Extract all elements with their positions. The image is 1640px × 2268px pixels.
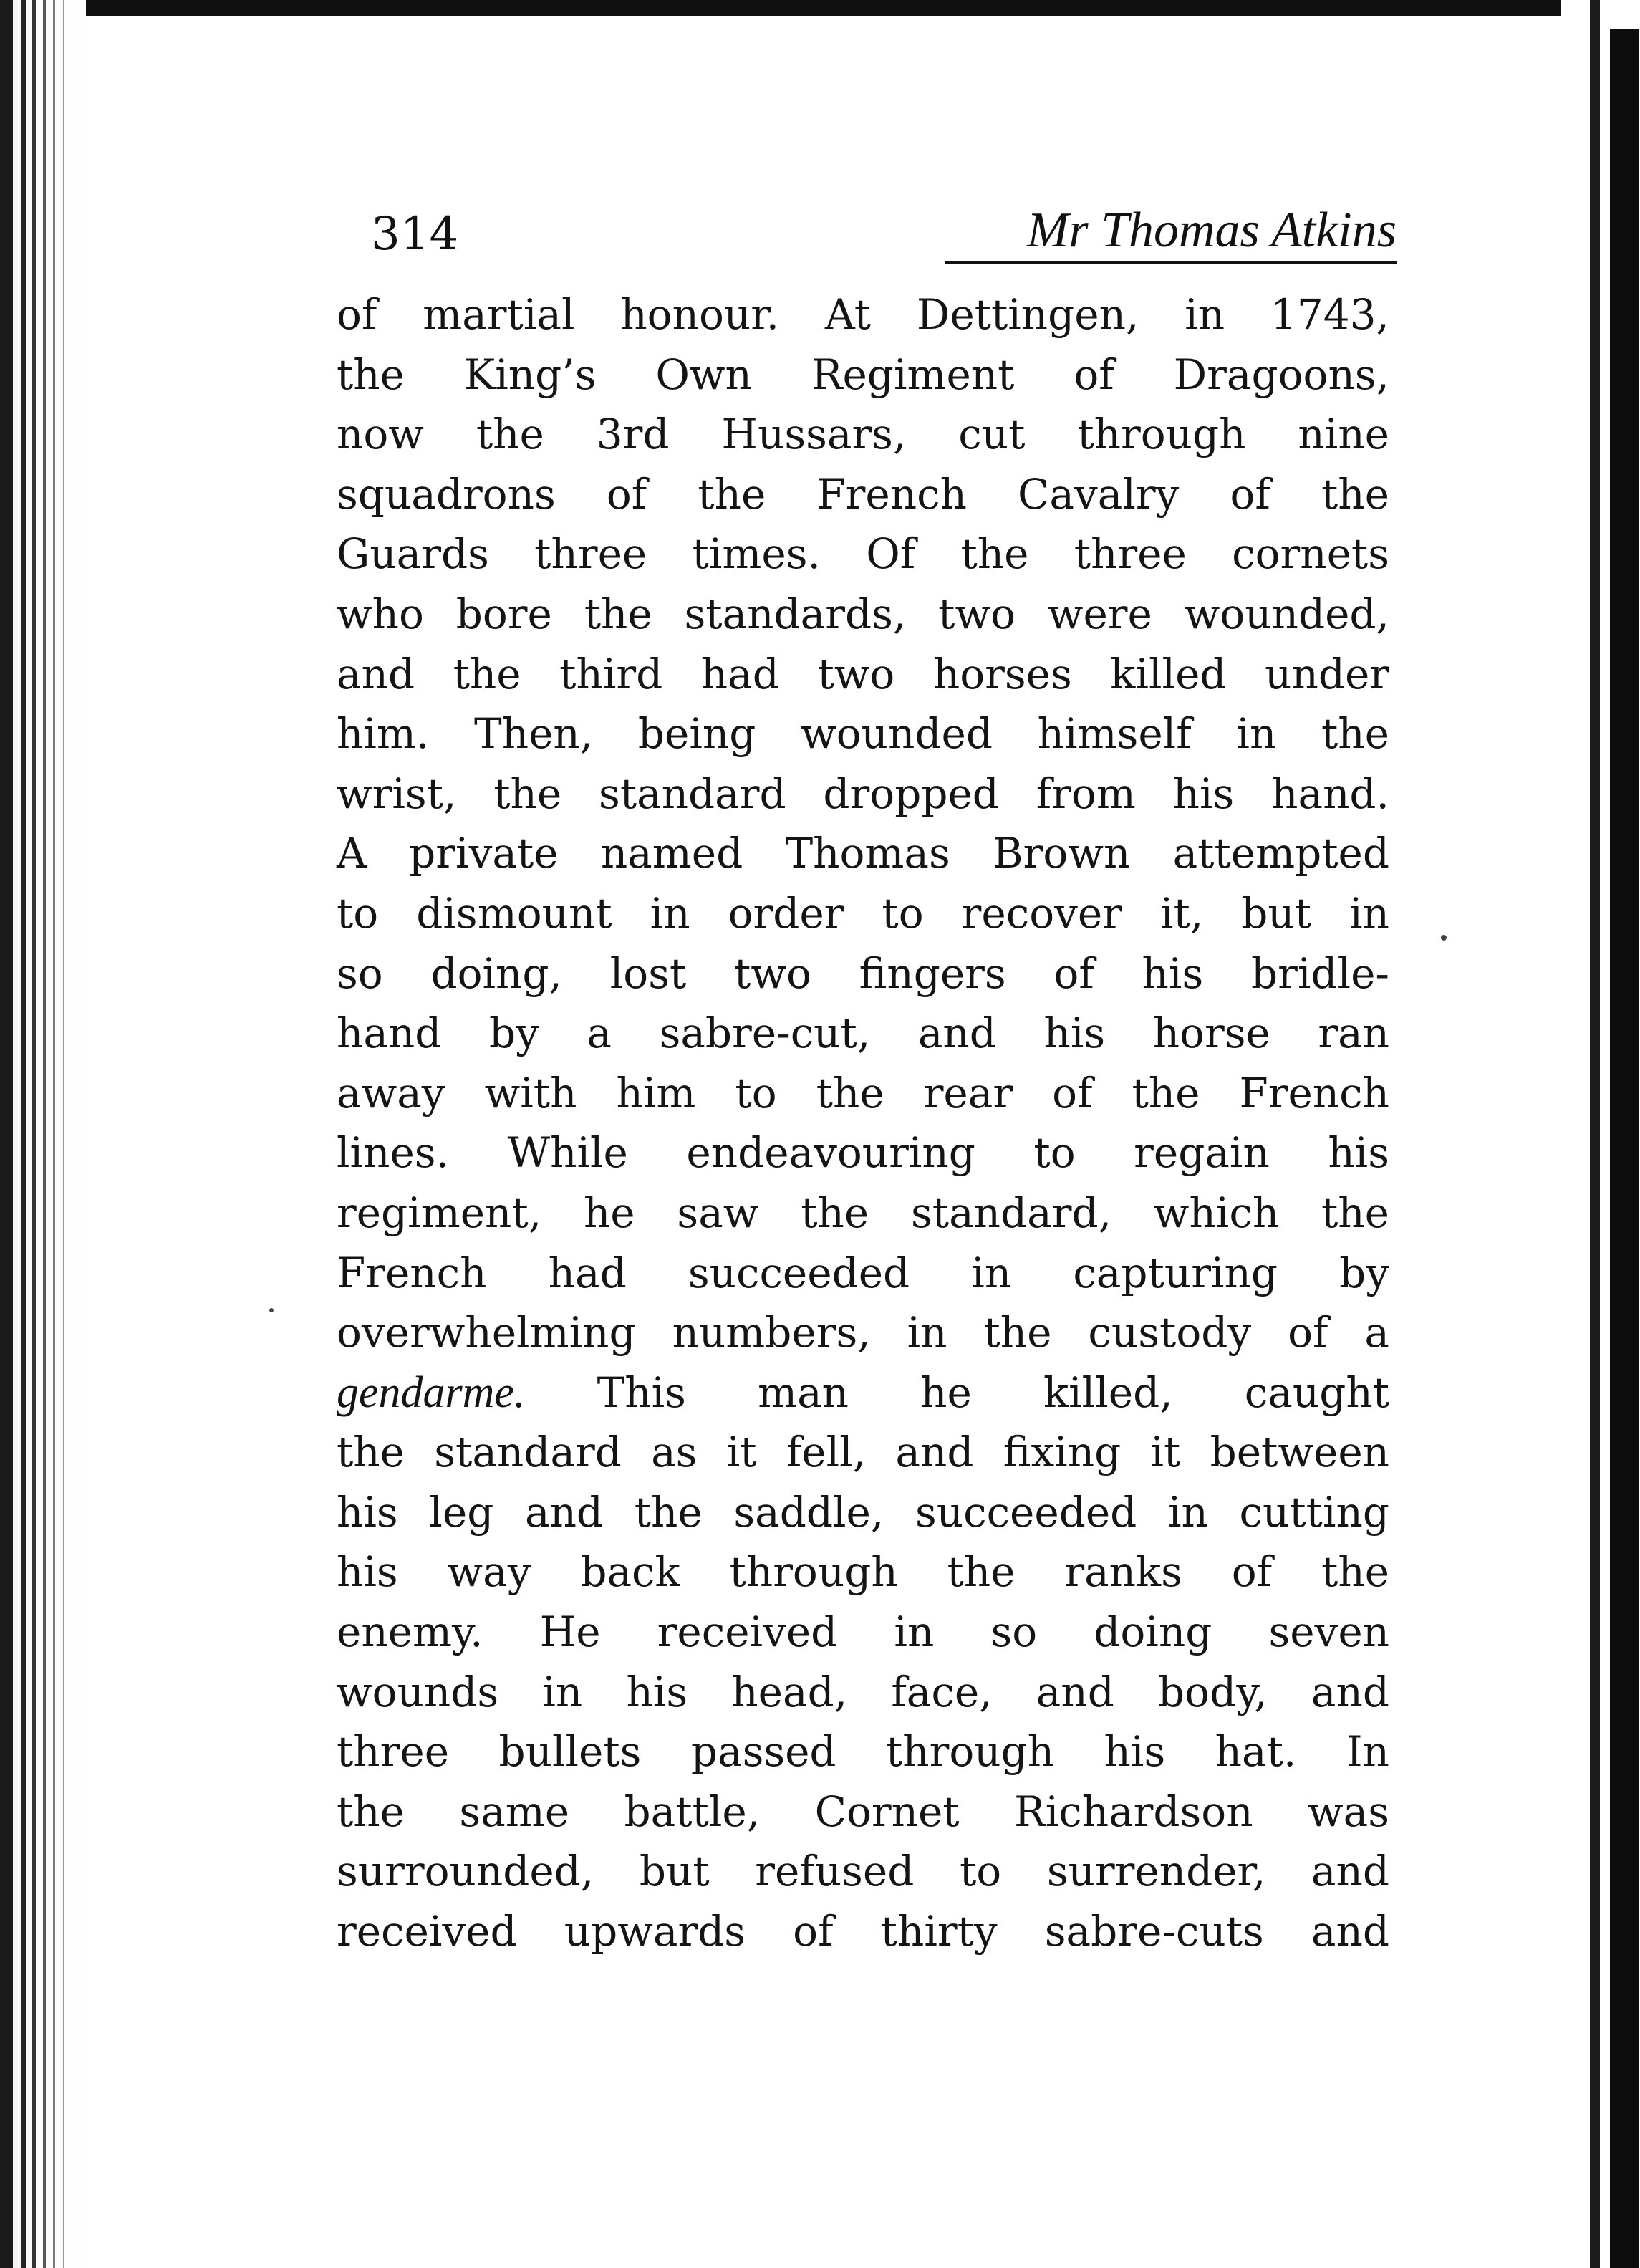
body-text [337, 285, 1389, 1962]
text-line: the standard as it fell, and fixing it between [337, 1428, 1389, 1477]
text-line: regiment, he saw the standard, which the [337, 1188, 1389, 1237]
text-line: French had succeeded in capturing by [337, 1248, 1389, 1297]
text-line: his leg and the saddle, succeeded in cutting [337, 1487, 1389, 1537]
text-line: three bullets passed through his hat. In [337, 1727, 1389, 1777]
text-line: A private named Thomas Brown attempted [337, 829, 1389, 878]
text-line: wounds in his head, face, and body, and [337, 1667, 1389, 1716]
running-title: Mr Thomas Atkins [945, 202, 1397, 264]
page-header [337, 193, 1397, 272]
text-line: now the 3rd Hussars, cut through nine [337, 410, 1389, 459]
text-line: Guards three times. Of the three cornets [337, 529, 1389, 579]
text-line: received upwards of thirty sabre-cuts and [337, 1907, 1389, 1956]
text-fragment: This man he killed, caught [597, 1368, 1389, 1417]
scan-speck [1441, 935, 1447, 941]
text-line: to dismount in order to recover it, but in [337, 888, 1389, 938]
text-line: overwhelming numbers, in the custody of a [337, 1308, 1389, 1358]
top-scan-border [86, 0, 1561, 16]
text-line: the same battle, Cornet Richardson was [337, 1787, 1389, 1836]
text-line: so doing, lost two fingers of his bridle- [337, 948, 1389, 998]
text-line: the King’s Own Regiment of Dragoons, [337, 350, 1389, 399]
scan-speck [269, 1308, 274, 1312]
text-line: enemy. He received in so doing seven [337, 1608, 1389, 1657]
text-line: his way back through the ranks of the [337, 1547, 1389, 1597]
page-content [337, 193, 1397, 1962]
page-number: 314 [371, 208, 459, 261]
right-page-edge [1561, 0, 1640, 2268]
text-line: him. Then, being wounded himself in the [337, 709, 1389, 759]
text-line-italic [337, 1363, 1389, 1423]
text-line: surrounded, but refused to surrender, and [337, 1847, 1389, 1896]
text-line: squadrons of the French Cavalry of the [337, 469, 1389, 519]
book-binding-edge [0, 0, 86, 2268]
italic-word: gendarme. [337, 1368, 526, 1417]
text-line: and the third had two horses killed under [337, 649, 1389, 698]
text-line: away with him to the rear of the French [337, 1068, 1389, 1118]
text-line: who bore the standards, two were wounded, [337, 589, 1389, 638]
text-line: hand by a sabre-cut, and his horse ran [337, 1009, 1389, 1058]
text-line: lines. While endeavouring to regain his [337, 1128, 1389, 1178]
text-line: of martial honour. At Dettingen, in 1743, [337, 290, 1389, 339]
text-line: wrist, the standard dropped from his hand. [337, 769, 1389, 818]
